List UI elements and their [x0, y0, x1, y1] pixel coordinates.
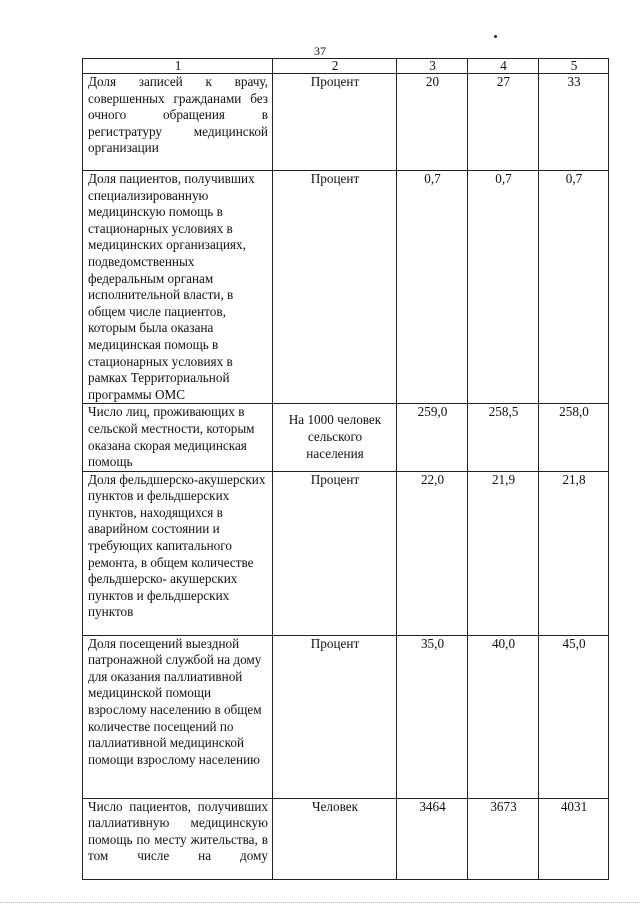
table-row [83, 171, 609, 404]
value-col4: 27 [468, 74, 539, 171]
indicator-unit: На 1000 человек сельского населения [273, 404, 397, 471]
indicator-name: Доля фельдшерско-акушерских пунктов и фельдшерских пунктов, находящихся в аварийном состоянии и требующих капитального ремонта, в общем количестве фельдшерско- акушерских пунктов и фельдшерских пунктов [83, 471, 273, 635]
value-col3: 20 [397, 74, 468, 171]
column-header: 3 [397, 59, 468, 74]
value-col5: 45,0 [539, 635, 609, 798]
indicator-name: Число пациентов, получивших паллиативную медицинскую помощь по месту жительства, в том числе на дому [83, 798, 273, 879]
scan-speck [494, 35, 497, 38]
value-col3: 22,0 [397, 471, 468, 635]
value-col4: 21,9 [468, 471, 539, 635]
value-col4: 3673 [468, 798, 539, 879]
value-col3: 259,0 [397, 404, 468, 471]
table-row [83, 74, 609, 171]
page-number: 37 [314, 44, 326, 58]
value-col5: 258,0 [539, 404, 609, 471]
value-col3: 3464 [397, 798, 468, 879]
value-col3: 35,0 [397, 635, 468, 798]
indicator-name: Доля записей к врачу, совершенных гражданами без очного обращения в регистратуру медицинской организации [83, 74, 273, 171]
value-col5: 4031 [539, 798, 609, 879]
indicator-name: Доля посещений выездной патронажной службой на дому для оказания паллиативной медицинской помощи взрослому населению в общем количестве посещений по паллиативной медицинской помощи взрослому населению [83, 635, 273, 798]
table-row [83, 635, 609, 798]
indicator-name: Число лиц, проживающих в сельской местности, которым оказана скорая медицинская помощь [83, 404, 273, 471]
column-header: 1 [83, 59, 273, 74]
indicators-table [82, 58, 609, 880]
table-row [83, 471, 609, 635]
indicator-name: Доля пациентов, получивших специализированную медицинскую помощь в стационарных условиях в медицинских организациях, подведомственных федеральным органам исполнительной власти, в общем числе пациентов, которым была оказана медицинская помощь в стационарных условиях в рамках Территориальной программы ОМС [83, 171, 273, 404]
indicator-unit: Процент [273, 74, 397, 171]
value-col5: 33 [539, 74, 609, 171]
column-header: 5 [539, 59, 609, 74]
indicator-unit: Процент [273, 471, 397, 635]
column-header: 4 [468, 59, 539, 74]
value-col5: 21,8 [539, 471, 609, 635]
table-row [83, 404, 609, 471]
indicator-unit: Процент [273, 171, 397, 404]
column-header: 2 [273, 59, 397, 74]
indicator-unit: Процент [273, 635, 397, 798]
value-col5: 0,7 [539, 171, 609, 404]
scan-edge-artifact [0, 899, 640, 903]
indicator-unit: Человек [273, 798, 397, 879]
value-col3: 0,7 [397, 171, 468, 404]
value-col4: 40,0 [468, 635, 539, 798]
value-col4: 258,5 [468, 404, 539, 471]
table-row [83, 798, 609, 879]
value-col4: 0,7 [468, 171, 539, 404]
table-header-row [83, 59, 609, 74]
